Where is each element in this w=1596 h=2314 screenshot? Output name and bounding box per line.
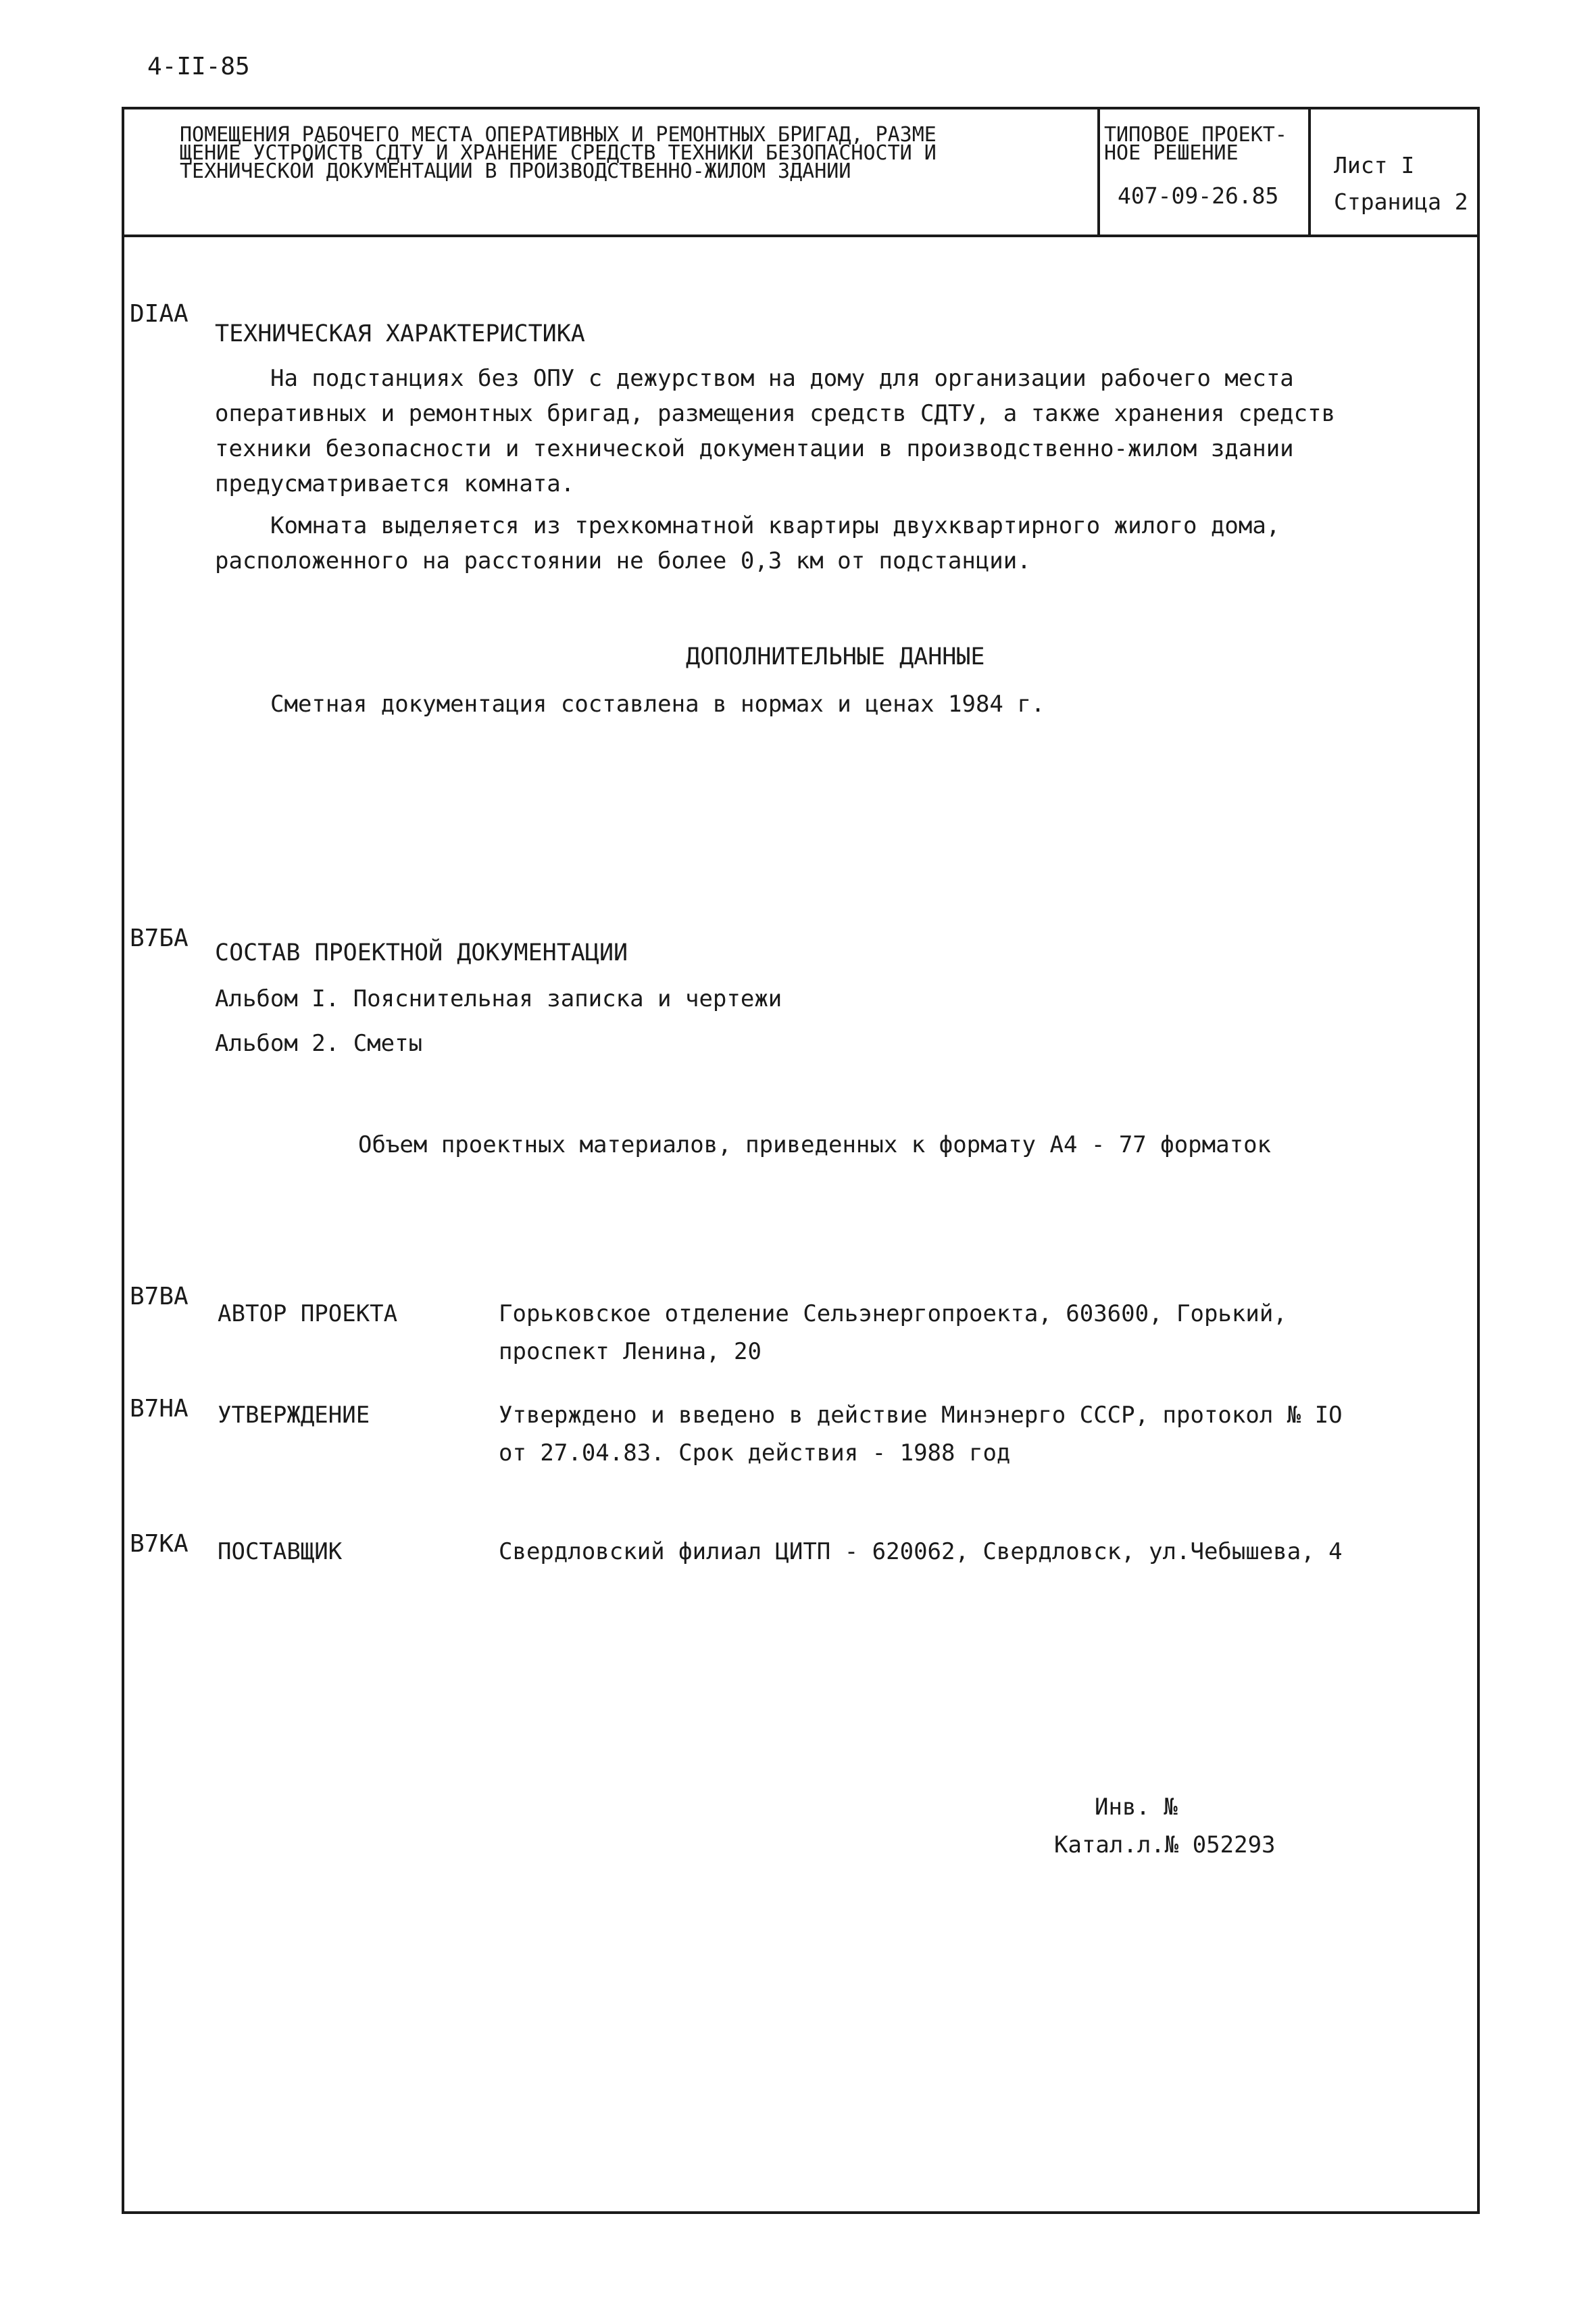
section-title: ДОПОЛНИТЕЛЬНЫЕ ДАННЫЕ: [686, 643, 985, 670]
paragraph-line: предусматривается комната.: [215, 470, 575, 497]
inventory-number: Инв. №: [1095, 1794, 1178, 1821]
album-item: Альбом I. Пояснительная записка и чертежи: [215, 985, 782, 1012]
header-title-line: ЩЕНИЕ УСТРОЙСТВ СДТУ И ХРАНЕНИЕ СРЕДСТВ ТЕХНИКИ БЕЗОПАСНОСТИ И: [180, 141, 937, 165]
section-label: АВТОР ПРОЕКТА: [218, 1300, 398, 1327]
section-code: В7ВА: [130, 1283, 189, 1310]
header-title: [180, 123, 937, 183]
section-value-line: Утверждено и введено в действие Минэнерго СССР, протокол № IO: [499, 1402, 1343, 1429]
section-label: ПОСТАВЩИК: [218, 1538, 343, 1565]
section-value-line: от 27.04.83. Срок действия - 1988 год: [499, 1439, 1011, 1467]
section-title: ТЕХНИЧЕСКАЯ ХАРАКТЕРИСТИКА: [215, 320, 585, 347]
paragraph-line: техники безопасности и технической документации в производственно-жилом здании: [215, 435, 1294, 462]
header-column-divider: [1308, 109, 1311, 235]
section-code: В7КА: [130, 1530, 189, 1558]
paragraph-line: Комната выделяется из трехкомнатной квартиры двухквартирного жилого дома,: [270, 512, 1280, 539]
section-label: УТВЕРЖДЕНИЕ: [218, 1402, 370, 1429]
page-number: Страница 2: [1334, 189, 1468, 215]
paragraph-line: оперативных и ремонтных бригад, размещения средств СДТУ, а также хранения средств: [215, 400, 1336, 427]
header-title-line: ПОМЕЩЕНИЯ РАБОЧЕГО МЕСТА ОПЕРАТИВНЫХ И РЕМОНТНЫХ БРИГАД, РАЗМЕ: [180, 123, 937, 147]
project-code: 407-09-26.85: [1118, 182, 1279, 209]
section-title: СОСТАВ ПРОЕКТНОЙ ДОКУМЕНТАЦИИ: [215, 939, 628, 966]
paragraph-line: Сметная документация составлена в нормах и ценах 1984 г.: [270, 691, 1045, 718]
header-divider: [124, 235, 1477, 237]
volume-text: Объем проектных материалов, приведенных к формату А4 - 77 форматок: [358, 1131, 1272, 1158]
page-code: 4-II-85: [147, 53, 250, 80]
sheet-info: [1334, 147, 1468, 220]
header-type: [1104, 123, 1287, 165]
section-value-line: Горьковское отделение Сельэнергопроекта, 603600, Горький,: [499, 1300, 1287, 1327]
section-value-line: проспект Ленина, 20: [499, 1338, 762, 1365]
header-title-line: ТЕХНИЧЕСКОЙ ДОКУМЕНТАЦИИ В ПРОИЗВОДСТВЕННО-ЖИЛОМ ЗДАНИИ: [180, 159, 851, 183]
paragraph-line: расположенного на расстоянии не более 0,3 км от подстанции.: [215, 547, 1031, 574]
album-item: Альбом 2. Сметы: [215, 1030, 423, 1057]
section-code: В7НА: [130, 1395, 189, 1423]
header-type-line: ТИПОВОЕ ПРОЕКТ-: [1104, 123, 1287, 147]
sheet-number: Лист I: [1334, 152, 1415, 178]
section-code: DIAA: [130, 300, 189, 328]
section-value-line: Свердловский филиал ЦИТП - 620062, Свердловск, ул.Чебышева, 4: [499, 1538, 1343, 1565]
paragraph-line: На подстанциях без ОПУ с дежурством на дому для организации рабочего места: [270, 365, 1294, 392]
catalog-number: Катал.л.№ 052293: [1054, 1831, 1276, 1858]
section-code: В7БА: [130, 925, 189, 952]
header-column-divider: [1097, 109, 1100, 235]
header-type-line: НОЕ РЕШЕНИЕ: [1104, 141, 1239, 165]
